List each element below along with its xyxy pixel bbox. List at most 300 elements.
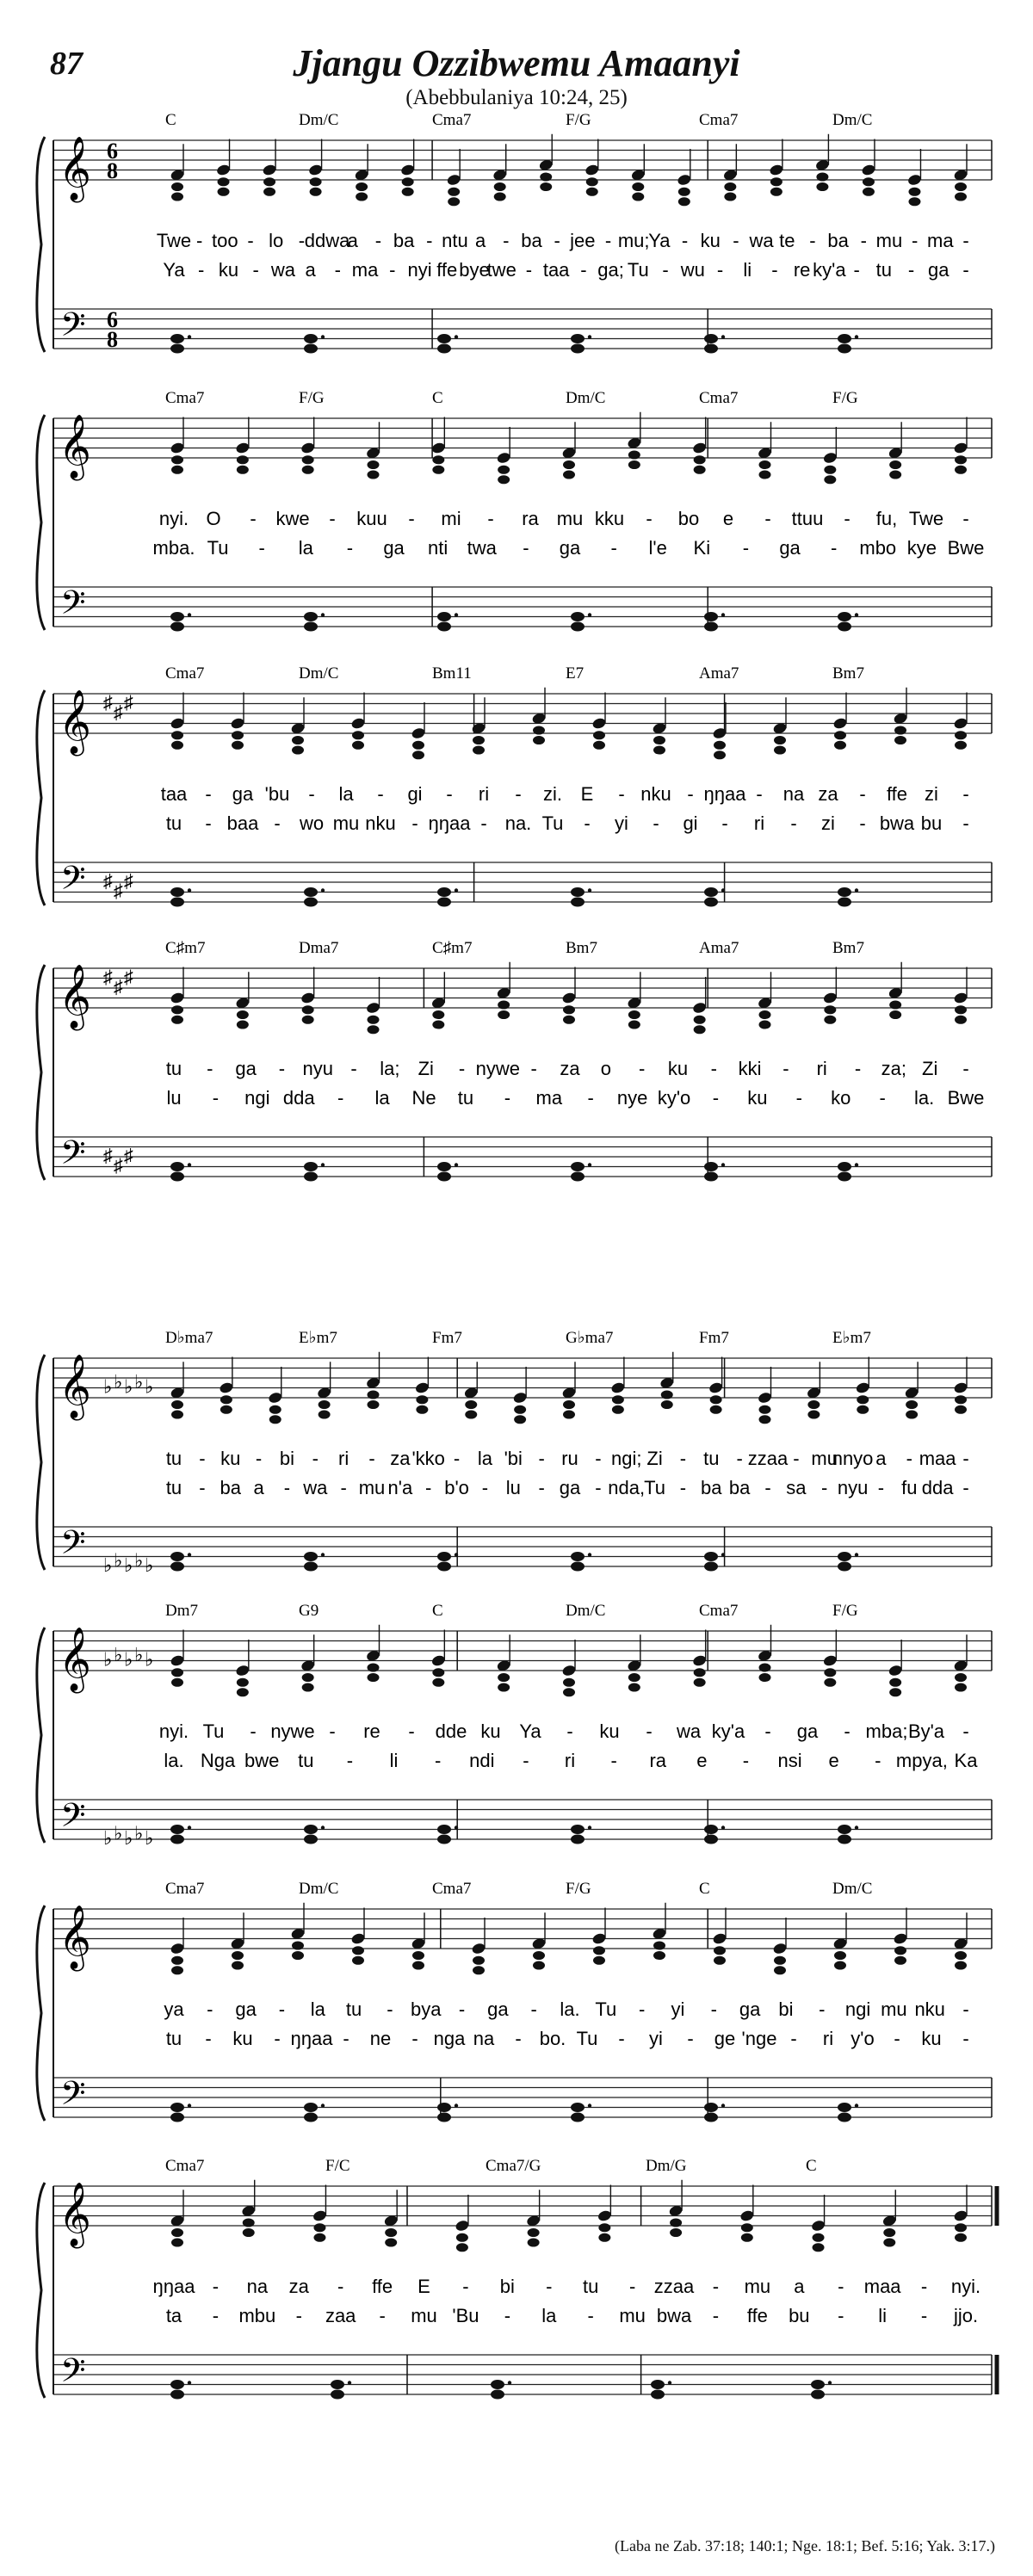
harmony-note — [292, 1951, 304, 1960]
chord-symbol: Cma7 — [699, 1602, 739, 1620]
lyric-syllable: 'kko — [411, 1448, 445, 1469]
lyric-syllable: Tu — [627, 259, 649, 281]
lyric-syllable: o — [600, 1058, 611, 1079]
harmony-note — [465, 1400, 477, 1409]
lyric-syllable: ra — [522, 508, 539, 529]
harmony-note — [955, 1016, 967, 1024]
lyric-syllable: 'bu — [264, 783, 290, 805]
harmony-note — [774, 1956, 786, 1965]
harmony-note — [612, 1405, 624, 1414]
lyric-syllable: b'o — [444, 1477, 469, 1498]
harmony-note — [955, 1683, 967, 1692]
bass-note — [811, 2390, 825, 2400]
lyric-syllable: yi — [649, 2028, 663, 2049]
melody-note — [430, 442, 446, 454]
harmony-note — [824, 1005, 836, 1014]
melody-note — [230, 717, 245, 730]
bass-note — [170, 1552, 184, 1561]
bass-note — [571, 1825, 585, 1834]
chord-symbol: Dm/C — [299, 664, 339, 683]
harmony-note — [416, 1395, 428, 1404]
lyric-syllable: tu — [457, 1087, 474, 1109]
lyric-syllable: - — [962, 2028, 969, 2049]
lyric-syllable: ku — [218, 259, 239, 281]
harmony-note — [816, 182, 828, 191]
lyric-syllable: - — [458, 1058, 466, 1079]
lyric-syllable: - — [546, 2276, 553, 2297]
bass-note — [170, 2380, 184, 2389]
harmony-note — [883, 2228, 895, 2237]
harmony-note — [432, 1668, 444, 1677]
harmony-note — [724, 193, 736, 201]
harmony-note — [494, 182, 506, 191]
system-brace — [37, 1906, 45, 2121]
harmony-note — [894, 1946, 906, 1955]
lyric-syllable: Twe — [156, 230, 192, 251]
lyric-syllable: ra — [649, 1750, 667, 1771]
harmony-note — [412, 751, 424, 759]
harmony-note — [612, 1395, 624, 1404]
lyric-syllable: ba — [827, 230, 849, 251]
lyric-syllable: - — [580, 259, 587, 281]
chord-symbol: Dm/C — [832, 1880, 873, 1898]
lyric-syllable: bya — [410, 1998, 442, 2020]
lyric-syllable: mu — [875, 230, 903, 251]
lyric-syllable: ndi — [469, 1750, 495, 1771]
lyric-syllable: mu — [332, 812, 360, 834]
harmony-note — [432, 1021, 444, 1029]
treble-clef: 𝄞 — [59, 1906, 91, 1969]
chord-symbol: Cma7 — [165, 1880, 205, 1898]
lyric-syllable: - — [821, 1477, 828, 1498]
bass-note — [571, 1162, 585, 1171]
lyric-syllable: ma — [535, 1087, 563, 1109]
bass-note — [437, 1825, 451, 1834]
lyric-syllable: wo — [299, 812, 325, 834]
dot — [188, 888, 191, 892]
dot — [855, 888, 858, 892]
lyric-syllable: - — [618, 783, 625, 805]
dot — [188, 335, 191, 338]
bass-note — [170, 2390, 184, 2400]
lyric-syllable: ya — [164, 1998, 184, 2020]
lyric-syllable: tu — [345, 1998, 362, 2020]
harmony-note — [352, 731, 364, 739]
lyric-syllable: - — [844, 508, 851, 529]
lyric-syllable: nku — [914, 1998, 945, 2020]
lyric-syllable: ru — [561, 1448, 578, 1469]
lyric-syllable: twa — [467, 537, 497, 559]
bass-note — [304, 612, 318, 621]
lyric-syllable: - — [859, 783, 866, 805]
lyric-syllable: - — [962, 259, 969, 281]
lyric-syllable: fu, — [875, 508, 898, 529]
treble-clef: 𝄞 — [59, 137, 91, 201]
chord-symbol: D♭ma7 — [165, 1329, 213, 1347]
lyric-syllable: baa — [226, 812, 259, 834]
lyric-syllable: la; — [380, 1058, 400, 1079]
harmony-note — [563, 1688, 575, 1696]
lyric-syllable: li — [743, 259, 752, 281]
melody-note — [822, 991, 838, 1004]
lyric-syllable: li — [389, 1750, 399, 1771]
melody-note — [411, 726, 426, 739]
melody-note — [262, 164, 277, 176]
harmony-note — [456, 2233, 468, 2242]
lyric-syllable: - — [274, 2028, 281, 2049]
lyric-syllable: ku — [700, 230, 721, 251]
lyric-syllable: - — [481, 1477, 489, 1498]
key-signature-accidental: ♯ — [103, 1145, 113, 1166]
lyric-syllable: kuu — [356, 508, 387, 529]
key-signature-accidental: ♭ — [103, 1827, 113, 1849]
footer-references: (Laba ne Zab. 37:18; 140:1; Nge. 18:1; Bef. 5:16; Yak. 3:17.) — [615, 2537, 995, 2554]
lyric-syllable: twe — [486, 259, 516, 281]
harmony-note — [368, 1016, 380, 1024]
lyric-syllable: - — [278, 1998, 286, 2020]
lyric-syllable: mu — [411, 2305, 437, 2326]
harmony-note — [473, 746, 485, 755]
lyric-syllable: - — [346, 1750, 354, 1771]
lyric-syllable: Tu — [595, 1998, 617, 2020]
chord-symbol: C — [432, 389, 443, 407]
lyric-syllable: - — [435, 1750, 442, 1771]
lyric-syllable: - — [712, 2305, 720, 2326]
treble-clef: 𝄞 — [59, 965, 91, 1029]
lyric-syllable: ta — [165, 2305, 182, 2326]
lyric-syllable: mbu — [238, 2305, 276, 2326]
bass-note — [704, 1562, 718, 1572]
lyric-syllable: - — [334, 259, 342, 281]
harmony-note — [465, 1411, 477, 1419]
lyric-syllable: zzaa — [747, 1448, 789, 1469]
bass-note — [571, 1562, 585, 1572]
bass-note — [838, 1172, 851, 1182]
system-brace — [37, 965, 45, 1180]
lyric-syllable: ga — [235, 1998, 257, 2020]
lyric-syllable: gi — [683, 812, 698, 834]
lyric-syllable: - — [962, 1448, 969, 1469]
harmony-note — [563, 1400, 575, 1409]
lyric-syllable: na — [246, 2276, 269, 2297]
lyric-syllable: tu — [165, 812, 182, 834]
harmony-note — [171, 455, 183, 464]
lyric-syllable: - — [350, 1058, 357, 1079]
melody-note — [907, 173, 923, 186]
harmony-note — [955, 741, 967, 750]
melody-note — [712, 1932, 727, 1945]
lyric-syllable: nku — [640, 783, 671, 805]
harmony-note — [232, 731, 244, 739]
dot — [455, 335, 458, 338]
lyric-syllable: - — [587, 1087, 594, 1109]
lyric-syllable: - — [790, 812, 797, 834]
lyric-syllable: - — [566, 1720, 573, 1742]
dot — [828, 2381, 832, 2384]
lyric-syllable: Bwe — [947, 1087, 985, 1109]
lyric-syllable: Tu — [644, 1477, 666, 1498]
lyric-syllable: ri — [822, 2028, 834, 2049]
lyric-syllable: li — [878, 2305, 888, 2326]
harmony-note — [563, 460, 575, 469]
melody-note — [350, 717, 366, 730]
bass-note — [304, 1162, 318, 1171]
harmony-note — [412, 1951, 424, 1960]
chord-symbol: Cma7 — [165, 389, 205, 407]
melody-note — [350, 1932, 366, 1945]
lyric-syllable: wu — [680, 259, 705, 281]
lyric-syllable: tu — [165, 1477, 182, 1498]
dot — [855, 1553, 858, 1556]
chord-symbol: Bm7 — [832, 939, 864, 957]
melody-note — [861, 164, 876, 176]
harmony-note — [807, 1400, 820, 1409]
chord-symbol: Dm/G — [646, 2157, 687, 2175]
bass-note — [437, 1552, 451, 1561]
dot — [188, 1163, 191, 1166]
key-signature-accidental: ♯ — [114, 976, 123, 998]
harmony-note — [889, 1010, 901, 1019]
lyric-syllable: bi — [279, 1448, 294, 1469]
lyric-syllable: - — [283, 1477, 291, 1498]
lyric-syllable: maa — [919, 1448, 956, 1469]
melody-note — [953, 442, 968, 454]
lyric-syllable: wa — [749, 230, 774, 251]
harmony-note — [171, 731, 183, 739]
dot — [188, 2103, 191, 2107]
harmony-note — [628, 460, 640, 469]
bass-note — [304, 2113, 318, 2122]
dot — [321, 2103, 325, 2107]
lyric-syllable: - — [962, 1998, 969, 2020]
harmony-note — [448, 197, 460, 206]
harmony-note — [220, 1395, 232, 1404]
key-signature-accidental: ♭ — [145, 1827, 154, 1849]
harmony-note — [889, 460, 901, 469]
lyric-syllable: ga — [779, 537, 801, 559]
harmony-note — [368, 1391, 380, 1399]
harmony-note — [473, 1966, 485, 1974]
lyric-syllable: - — [638, 1998, 646, 2020]
lyric-syllable: bi — [778, 1998, 794, 2020]
lyric-syllable: - — [681, 230, 689, 251]
bass-note — [331, 2390, 344, 2400]
melody-note — [235, 442, 251, 454]
lyric-syllable: a — [875, 1448, 887, 1469]
harmony-note — [955, 731, 967, 739]
bass-note — [704, 1162, 718, 1171]
harmony-note — [824, 475, 836, 484]
harmony-note — [218, 177, 230, 186]
lyric-syllable: - — [819, 1998, 826, 2020]
key-signature-accidental: ♯ — [114, 1154, 123, 1177]
key-signature-accidental: ♭ — [124, 1375, 133, 1398]
lyric-syllable: ga — [232, 783, 254, 805]
lyric-syllable: - — [374, 230, 382, 251]
harmony-note — [857, 1395, 869, 1404]
harmony-note — [824, 1016, 836, 1024]
harmony-note — [528, 2239, 540, 2247]
dot — [855, 1163, 858, 1166]
harmony-note — [670, 2228, 682, 2237]
harmony-note — [473, 736, 485, 744]
lyric-syllable: ddwa — [304, 230, 350, 251]
harmony-note — [759, 460, 771, 469]
lyric-syllable: - — [962, 230, 969, 251]
harmony-note — [356, 193, 368, 201]
bass-note — [437, 2113, 451, 2122]
chord-symbol: F/G — [832, 1602, 858, 1620]
chord-symbol: C♯m7 — [432, 939, 473, 957]
harmony-note — [955, 1951, 967, 1960]
harmony-note — [368, 1025, 380, 1034]
lyric-syllable: ku — [232, 2028, 253, 2049]
harmony-note — [540, 173, 552, 182]
lyric-syllable: nda, — [608, 1477, 646, 1498]
harmony-note — [220, 1405, 232, 1414]
harmony-note — [171, 466, 183, 474]
chord-symbol: Cma7 — [165, 664, 205, 683]
harmony-note — [759, 1010, 771, 1019]
lyric-syllable: - — [377, 783, 384, 805]
bass-note — [571, 887, 585, 897]
lyric-syllable: fu — [901, 1477, 918, 1498]
lyric-syllable: mu — [881, 1998, 907, 2020]
lyric-syllable: - — [962, 783, 969, 805]
lyric-syllable: ga — [235, 1058, 257, 1079]
lyric-syllable: - — [247, 230, 254, 251]
harmony-note — [678, 197, 690, 206]
lyric-syllable: - — [646, 508, 653, 529]
bass-note — [437, 1172, 451, 1182]
bass-clef: 𝄢 — [60, 1133, 86, 1180]
bass-note — [704, 344, 718, 354]
melody-note — [597, 2209, 612, 2222]
lyric-syllable: ngi; — [610, 1448, 642, 1469]
harmony-note — [302, 455, 314, 464]
lyric-syllable: - — [199, 1448, 206, 1469]
key-signature-accidental: ♯ — [103, 966, 113, 988]
bass-note — [571, 898, 585, 907]
lyric-syllable: - — [205, 2028, 212, 2049]
lyric-syllable: - — [653, 812, 659, 834]
harmony-note — [269, 1405, 281, 1414]
lyric-syllable: - — [458, 1998, 466, 2020]
harmony-note — [171, 1411, 183, 1419]
melody-note — [769, 164, 784, 176]
dot — [348, 2381, 351, 2384]
system-brace — [37, 1355, 45, 1570]
harmony-note — [456, 2243, 468, 2252]
chord-symbol: Fm7 — [432, 1329, 462, 1347]
lyric-syllable: - — [764, 508, 771, 529]
lyric-syllable: - — [199, 1477, 206, 1498]
lyric-syllable: E — [580, 783, 594, 805]
lyric-syllable: kye — [906, 537, 937, 559]
chord-symbol: F/G — [299, 389, 325, 407]
lyric-syllable: la — [310, 1998, 325, 2020]
melody-note — [561, 1664, 577, 1677]
harmony-note — [368, 1664, 380, 1672]
lyric-syllable: - — [198, 259, 205, 281]
harmony-note — [724, 182, 736, 191]
lyric-syllable: ffe — [886, 783, 908, 805]
harmony-note — [774, 1966, 786, 1974]
lyric-syllable: - — [962, 1477, 969, 1498]
lyric-syllable: ku — [599, 1720, 620, 1742]
lyric-syllable: - — [329, 1720, 336, 1742]
melody-note — [170, 717, 185, 730]
harmony-note — [302, 1683, 314, 1692]
lyric-syllable: - — [525, 259, 533, 281]
bass-note — [571, 622, 585, 632]
chord-symbol: F/C — [325, 2157, 350, 2175]
lyric-syllable: la. — [164, 1750, 184, 1771]
key-signature-accidental: ♭ — [134, 1370, 144, 1393]
bass-note — [437, 334, 451, 343]
dot — [721, 613, 725, 616]
lyric-syllable: - — [389, 259, 396, 281]
lyric-syllable: - — [337, 2276, 344, 2297]
lyric-syllable: - — [530, 1058, 537, 1079]
lyric-syllable: taa — [160, 783, 188, 805]
lyric-syllable: ŋŋaa — [152, 2276, 195, 2297]
harmony-note — [741, 2223, 753, 2232]
melody-note — [216, 164, 232, 176]
lyric-syllable: ba — [220, 1477, 241, 1498]
lyric-syllable: - — [212, 1087, 220, 1109]
bass-note — [170, 887, 184, 897]
lyric-syllable: - — [853, 259, 860, 281]
lyric-syllable: nyu — [302, 1058, 334, 1079]
lyric-syllable: - — [716, 259, 724, 281]
lyric-syllable: mu — [358, 1477, 386, 1498]
bass-note — [170, 1835, 184, 1844]
harmony-note — [714, 1946, 726, 1955]
key-signature-accidental: ♭ — [103, 1554, 113, 1576]
chord-symbol: Dm/C — [299, 111, 339, 129]
lyric-syllable: - — [515, 783, 522, 805]
harmony-note — [563, 1016, 575, 1024]
harmony-note — [232, 1951, 244, 1960]
lyric-syllable: la — [298, 537, 313, 559]
harmony-note — [310, 177, 322, 186]
lyric-syllable: ri — [816, 1058, 827, 1079]
lyric-syllable: - — [255, 1448, 263, 1469]
lyric-syllable: - — [538, 1448, 545, 1469]
bass-note — [571, 334, 585, 343]
lyric-syllable: - — [446, 783, 453, 805]
lyric-syllable: - — [844, 1720, 851, 1742]
bass-note — [437, 887, 451, 897]
dot — [855, 2103, 858, 2107]
harmony-note — [412, 741, 424, 750]
chord-symbol: C — [806, 2157, 817, 2175]
lyric-syllable: Ya — [163, 259, 185, 281]
harmony-note — [302, 1673, 314, 1682]
key-signature-accidental: ♯ — [124, 1145, 133, 1166]
harmony-note — [368, 1673, 380, 1682]
lyric-syllable: mu — [811, 1448, 838, 1469]
dot — [855, 335, 858, 338]
harmony-note — [171, 182, 183, 191]
key-signature-accidental: ♭ — [114, 1822, 123, 1844]
harmony-note — [292, 736, 304, 744]
chord-symbol: F/G — [566, 1880, 591, 1898]
lyric-syllable: ma — [927, 230, 954, 251]
melody-note — [610, 1381, 626, 1394]
harmony-note — [694, 455, 706, 464]
